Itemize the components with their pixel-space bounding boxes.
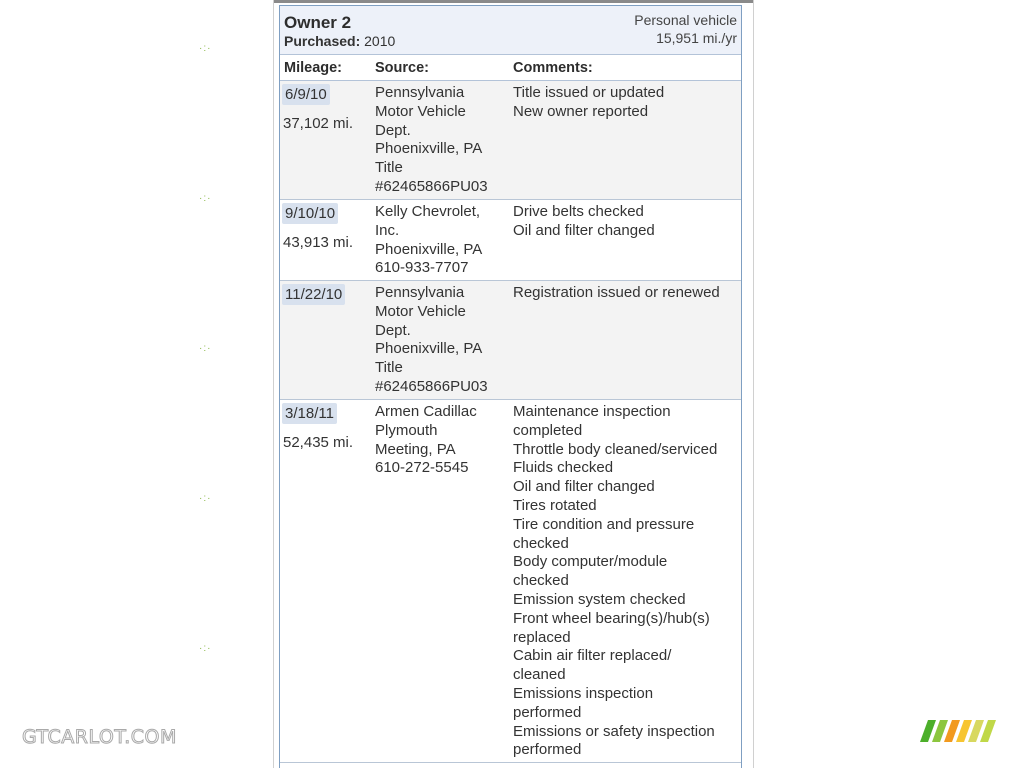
comment-line: Oil and filter changed: [513, 478, 655, 496]
source-line: Dept.: [375, 121, 411, 139]
record-date: 9/10/10: [282, 203, 338, 224]
record-date: 3/18/11: [282, 403, 337, 424]
owner-history-box: [279, 5, 742, 768]
comments-cell: [513, 84, 741, 122]
source-line: Dept.: [375, 321, 411, 339]
comment-line: completed: [513, 421, 583, 439]
purchased-label: Purchased:: [284, 33, 361, 49]
mileage-cell: [282, 84, 370, 134]
comment-line: Emission system checked: [513, 590, 686, 608]
decorative-dots: ·:·: [199, 343, 212, 354]
source-cell: [375, 84, 510, 197]
comment-line: Tire condition and pressure: [513, 515, 695, 533]
record-row: [280, 81, 741, 200]
source-line: Title: [375, 359, 403, 377]
source-line: Plymouth: [375, 421, 438, 439]
record-row: [280, 281, 741, 400]
mileage-cell: [282, 203, 370, 253]
purchased-info: [284, 33, 395, 49]
comment-line: Title issued or updated: [513, 84, 665, 101]
comment-line: Drive belts checked: [513, 203, 644, 220]
comment-line: performed: [513, 703, 582, 721]
source-line: #62465866PU03: [375, 377, 488, 395]
owner-header: [280, 6, 741, 55]
mileage-cell: [282, 403, 370, 453]
odometer-reading: 37,102 mi.: [283, 115, 354, 132]
comment-line: checked: [513, 534, 569, 552]
column-header-source: Source:: [375, 60, 429, 76]
comment-line: replaced: [513, 628, 571, 646]
comments-cell: [513, 284, 741, 303]
record-date: 6/9/10: [282, 84, 330, 105]
comment-line: cleaned: [513, 666, 566, 684]
source-line: Kelly Chevrolet,: [375, 203, 481, 220]
source-cell: [375, 284, 510, 397]
source-line: Title: [375, 159, 403, 177]
comment-line: Cabin air filter replaced/: [513, 647, 672, 665]
comment-line: performed: [513, 741, 582, 759]
mileage-cell: [282, 284, 370, 305]
comment-line: Emissions or safety inspection: [513, 722, 715, 740]
source-line: Pennsylvania: [375, 84, 465, 101]
comments-cell: [513, 403, 741, 760]
source-line: #62465866PU03: [375, 177, 488, 195]
comment-line: Throttle body cleaned/serviced: [513, 440, 718, 458]
source-line: Phoenixville, PA: [375, 240, 483, 258]
column-header-mileage: Mileage:: [284, 60, 343, 76]
comment-line: Oil and filter changed: [513, 221, 655, 239]
vehicle-type: Personal vehicle: [634, 12, 737, 28]
record-date: 11/22/10: [282, 284, 345, 305]
source-line: Motor Vehicle: [375, 102, 466, 120]
purchased-year: 2010: [364, 33, 396, 49]
source-cell: [375, 203, 510, 278]
decorative-dots: ·:·: [199, 43, 212, 54]
owner-title: Owner 2: [284, 13, 352, 32]
source-line: Pennsylvania: [375, 284, 465, 301]
source-line: 610-933-7707: [375, 259, 469, 277]
source-line: Meeting, PA: [375, 440, 456, 458]
comments-cell: [513, 203, 741, 241]
comment-line: New owner reported: [513, 102, 649, 120]
comment-line: Maintenance inspection: [513, 403, 671, 420]
column-header-comments: Comments:: [513, 60, 593, 76]
owner-usage: [634, 11, 737, 47]
record-row: [280, 200, 741, 281]
panel-top-border: [274, 0, 753, 3]
comment-line: Registration issued or renewed: [513, 284, 720, 301]
source-line: Phoenixville, PA: [375, 140, 483, 158]
source-line: Motor Vehicle: [375, 302, 466, 320]
color-stripes-logo-icon: [920, 720, 998, 742]
decorative-dots: ·:·: [199, 643, 212, 654]
source-line: 610-272-5545: [375, 459, 469, 477]
comment-line: Front wheel bearing(s)/hub(s): [513, 609, 710, 627]
source-line: Inc.: [375, 221, 400, 239]
annual-miles: 15,951 mi./yr: [656, 30, 737, 46]
comment-line: Fluids checked: [513, 459, 614, 477]
comment-line: Tires rotated: [513, 496, 597, 514]
decorative-dots: ·:·: [199, 193, 212, 204]
gtcarlot-watermark: GTCARLOT.COM: [22, 726, 177, 748]
comment-line: checked: [513, 572, 569, 590]
source-line: Phoenixville, PA: [375, 340, 483, 358]
history-panel: [273, 0, 754, 768]
column-headers: [280, 55, 741, 81]
odometer-reading: 43,913 mi.: [283, 234, 354, 251]
source-line: Armen Cadillac: [375, 403, 477, 420]
record-row: [280, 400, 741, 763]
comment-line: Emissions inspection: [513, 684, 654, 702]
odometer-reading: 52,435 mi.: [283, 434, 354, 451]
source-cell: [375, 403, 510, 478]
comment-line: Body computer/module: [513, 553, 668, 571]
decorative-dots: ·:·: [199, 493, 212, 504]
